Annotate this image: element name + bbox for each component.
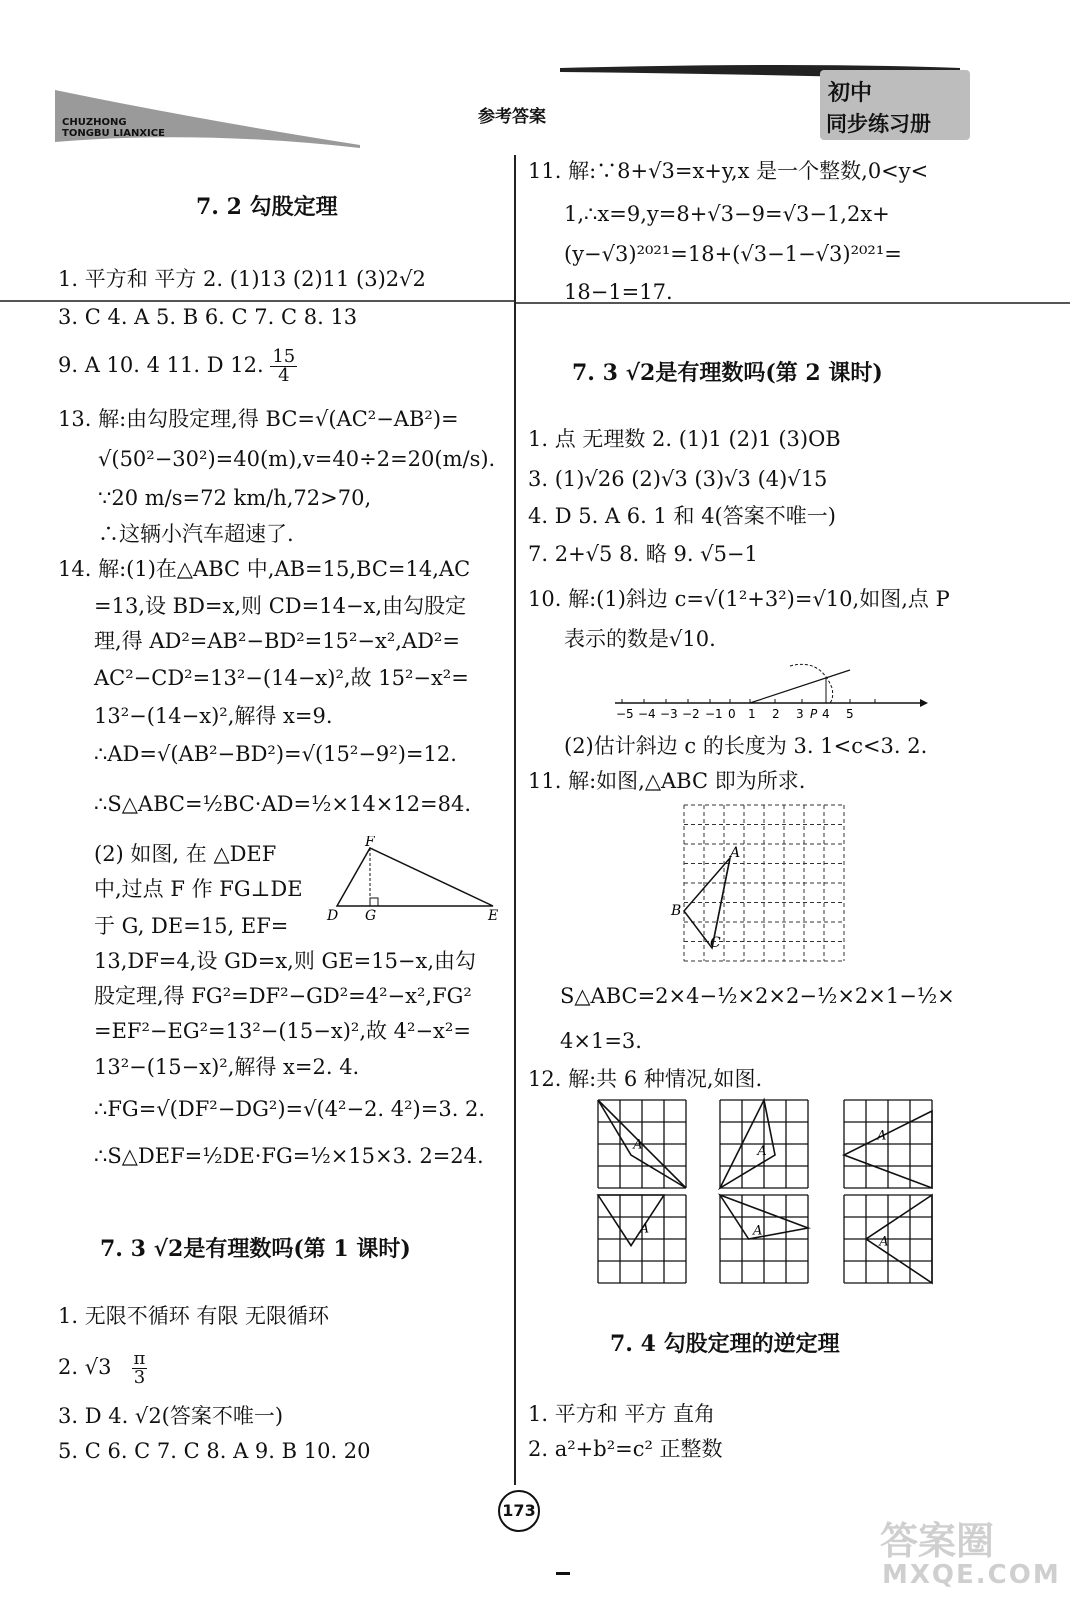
axis-label: −5	[616, 707, 634, 721]
s73a-line2	[58, 1350, 147, 1387]
page-number: 173	[502, 1501, 536, 1520]
fraction-15-4	[270, 348, 297, 385]
footer-mark	[556, 1572, 570, 1575]
q14-line4: AC²−CD²=13²−(14−x)²,故 15²−x²=	[94, 666, 469, 690]
q11-line2: 1,∴x=9,y=8+√3−9=√3−1,2x+	[564, 202, 890, 226]
s72-line3	[58, 348, 297, 385]
brand-left-2: TONGBU LIANXICE	[62, 128, 165, 139]
axis-label: 0	[728, 707, 736, 721]
q11b-line3: 4×1=3.	[560, 1029, 642, 1053]
logo-bottom: 同步练习册	[826, 112, 931, 136]
s74-line2: 2. a²+b²=c² 正整数	[528, 1437, 723, 1461]
q11b-line2: S△ABC=2×4−½×2×2−½×2×1−½×	[560, 984, 955, 1008]
fig-label-f: F	[365, 836, 375, 850]
q14-line2: =13,设 BD=x,则 CD=14−x,由勾股定	[94, 594, 467, 618]
section-73a-title: 7. 3 √2是有理数吗(第 1 课时)	[100, 1236, 411, 1262]
q14-line15: ∴FG=√(DF²−DG²)=√(4²−2. 4²)=3. 2.	[94, 1097, 486, 1121]
s73b-line4: 7. 2+√5 8. 略 9. √5−1	[528, 542, 758, 566]
s73a-line2-text: 2. √3	[58, 1355, 112, 1379]
page-number-badge	[498, 1490, 540, 1532]
axis-label: 3	[796, 707, 804, 721]
frac-num: π	[133, 1348, 146, 1369]
axis-label: 5	[846, 707, 854, 721]
frac-num: 15	[272, 346, 296, 367]
axis-label: −1	[705, 707, 723, 721]
section-73b-title: 7. 3 √2是有理数吗(第 2 课时)	[572, 360, 883, 386]
axis-label: P	[810, 707, 818, 721]
fraction-pi-3	[132, 1350, 148, 1387]
q10-line2: 表示的数是√10.	[564, 627, 716, 651]
q14-line6: ∴AD=√(AB²−BD²)=√(15²−9²)=12.	[94, 742, 457, 766]
axis-label: −2	[682, 707, 700, 721]
axis-label: −3	[660, 707, 678, 721]
q11-line1: 11. 解:∵8+√3=x+y,x 是一个整数,0<y<	[528, 159, 929, 183]
case-label-a: A	[877, 1128, 887, 1144]
watermark-bottom: MXQE.COM	[882, 1560, 1061, 1590]
q11-line4: 18−1=17.	[564, 280, 673, 304]
q14-line7: ∴S△ABC=½BC·AD=½×14×12=84.	[94, 792, 472, 816]
grid-label-a: A	[730, 845, 741, 861]
fig-label-e: E	[488, 908, 499, 924]
q14-line9: 中,过点 F 作 FG⊥DE	[94, 877, 303, 901]
case-label-a: A	[633, 1137, 643, 1153]
q12-line1: 12. 解:共 6 种情况,如图.	[528, 1067, 763, 1091]
case-triangle	[598, 1195, 664, 1246]
s74-line1: 1. 平方和 平方 直角	[528, 1402, 716, 1426]
q14-line16: ∴S△DEF=½DE·FG=½×15×3. 2=24.	[94, 1144, 484, 1168]
frac-den: 4	[278, 365, 290, 386]
q14-line13: =EF²−EG²=13²−(15−x)²,故 4²−x²=	[94, 1019, 471, 1043]
q13-line2: √(50²−30²)=40(m),v=40÷2=20(m/s).	[98, 447, 496, 471]
grid-triangle-figure	[670, 803, 860, 963]
q14-line12: 股定理,得 FG²=DF²−GD²=4²−x²,FG²	[94, 984, 472, 1008]
fig-label-g: G	[365, 908, 377, 924]
q14-line10: 于 G, DE=15, EF=	[94, 914, 289, 938]
axis-label: 4	[822, 707, 830, 721]
case-label-a: A	[753, 1223, 763, 1239]
q11-line3: (y−√3)²⁰²¹=18+(√3−1−√3)²⁰²¹=	[564, 242, 902, 266]
header	[0, 60, 1070, 150]
q14-line5: 13²−(14−x)²,解得 x=9.	[94, 704, 333, 728]
s72-line2: 3. C 4. A 5. B 6. C 7. C 8. 13	[58, 305, 358, 329]
s72-line3-text: 9. A 10. 4 11. D 12.	[58, 353, 264, 377]
q13-line3: ∵20 m/s=72 km/h,72>70,	[98, 486, 372, 510]
section-74-title: 7. 4 勾股定理的逆定理	[610, 1331, 840, 1357]
q14-line11: 13,DF=4,设 GD=x,则 GE=15−x,由勾	[94, 949, 477, 973]
q13-line4: ∴这辆小汽车超速了.	[98, 522, 294, 546]
q14-line14: 13²−(15−x)²,解得 x=2. 4.	[94, 1055, 360, 1079]
watermark-top: 答案圈	[880, 1519, 995, 1563]
case-label-a: A	[757, 1144, 767, 1159]
q11b-line1: 11. 解:如图,△ABC 即为所求.	[528, 769, 806, 793]
q10-line3: (2)估计斜边 c 的长度为 3. 1<c<3. 2.	[564, 734, 928, 758]
q14-line8: (2) 如图, 在 △DEF	[94, 842, 277, 866]
case-label-a: A	[639, 1221, 650, 1237]
page-title: 参考答案	[478, 107, 546, 127]
section-72-title: 7. 2 勾股定理	[196, 194, 338, 220]
triangle-def-figure	[325, 836, 505, 924]
q13-line1: 13. 解:由勾股定理,得 BC=√(AC²−AB²)=	[58, 407, 459, 431]
divider-left	[0, 300, 514, 302]
axis-label: −4	[638, 707, 656, 721]
axis-label: 1	[748, 707, 756, 721]
s73b-line2: 3. (1)√26 (2)√3 (3)√3 (4)√15	[528, 467, 828, 491]
axis-label: 2	[772, 707, 780, 721]
case-label-a: A	[879, 1234, 889, 1250]
logo-top: 初中	[828, 81, 873, 106]
grid-label-b: B	[671, 903, 682, 919]
s73b-line1: 1. 点 无理数 2. (1)1 (2)1 (3)OB	[528, 427, 841, 451]
frac-den: 3	[133, 1367, 146, 1388]
number-line-figure	[610, 658, 930, 722]
s73a-line3: 3. D 4. √2(答案不唯一)	[58, 1404, 284, 1428]
brand-left-1: CHUZHONG	[62, 117, 127, 128]
s72-line1: 1. 平方和 平方 2. (1)13 (2)11 (3)2√2	[58, 267, 426, 291]
q14-line3: 理,得 AD²=AB²−BD²=15²−x²,AD²=	[94, 629, 460, 653]
s73b-line3: 4. D 5. A 6. 1 和 4(答案不唯一)	[528, 504, 836, 528]
grid-label-c: C	[710, 935, 721, 951]
column-divider	[514, 155, 516, 1485]
q14-line1: 14. 解:(1)在△ABC 中,AB=15,BC=14,AC	[58, 557, 471, 581]
s73a-line4: 5. C 6. C 7. C 8. A 9. B 10. 20	[58, 1439, 371, 1463]
fig-label-d: D	[327, 908, 339, 924]
s73a-line1: 1. 无限不循环 有限 无限循环	[58, 1304, 330, 1328]
q10-line1: 10. 解:(1)斜边 c=√(1²+3²)=√10,如图,点 P	[528, 587, 950, 611]
six-cases-figure	[590, 1095, 950, 1285]
